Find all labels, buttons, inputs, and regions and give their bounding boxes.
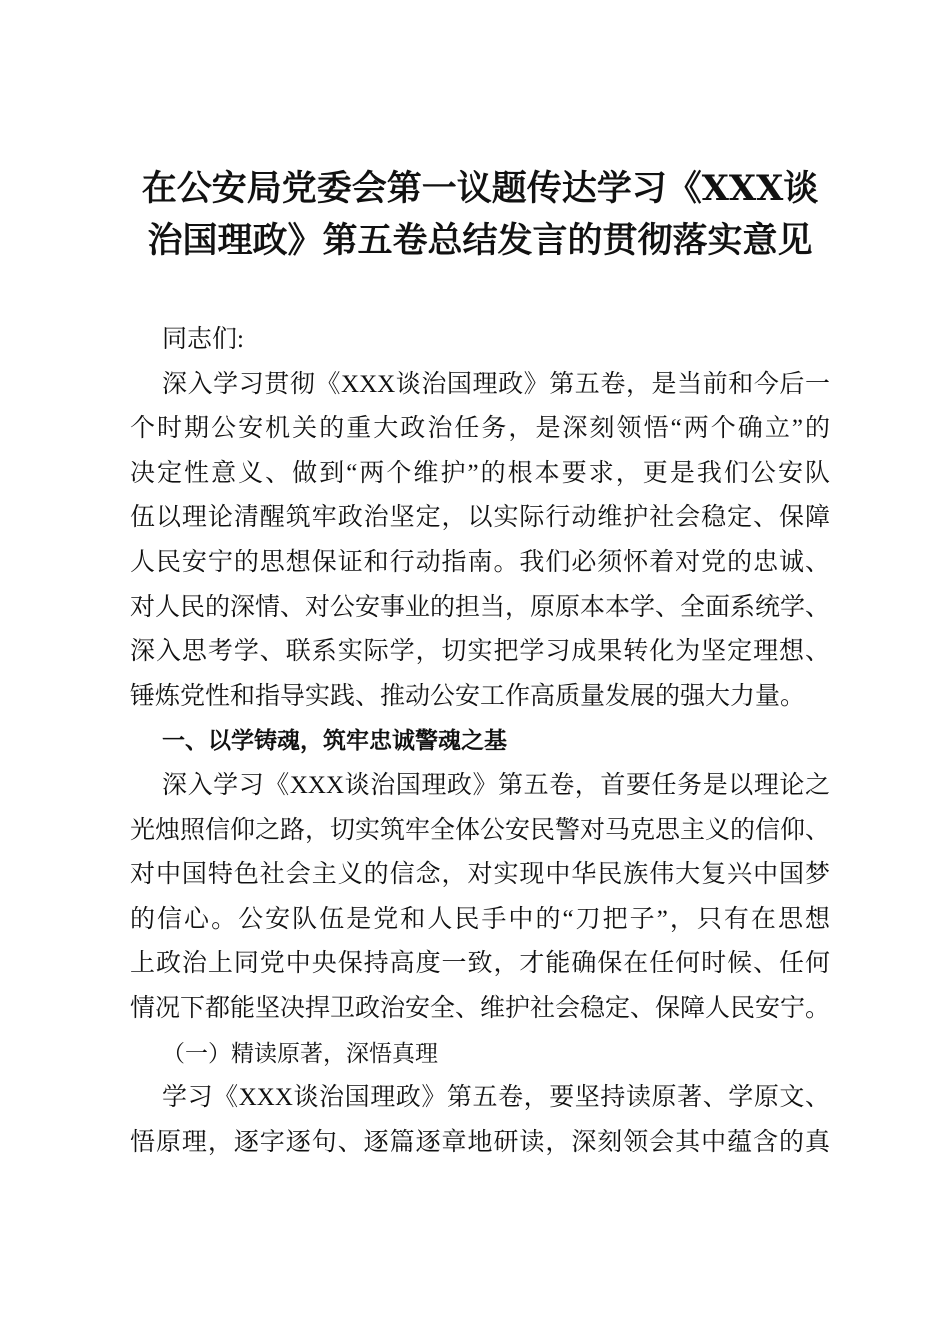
section-heading [130, 719, 830, 764]
text-line: 悟原理，逐字逐句、逐篇逐章地研读，深刻领会其中蕴含的真 [130, 1128, 830, 1156]
text-line: 光烛照信仰之路，切实筑牢全体公安民警对马克思主义的信仰、 [130, 816, 830, 844]
text-line: 学习《XXX谈治国理政》第五卷，要坚持读原著、学原文、 [162, 1084, 830, 1112]
text-line: 锤炼党性和指导实践、推动公安工作高质量发展的强大力量。 [130, 682, 806, 710]
paragraph [130, 318, 830, 363]
paragraph [130, 764, 830, 1032]
text-line: 深入思考学、联系实际学，切实把学习成果转化为坚定理想、 [130, 638, 830, 666]
text-line: 情况下都能坚决捍卫政治安全、维护社会稳定、保障人民安宁。 [130, 994, 830, 1022]
text-line: 对人民的深情、对公安事业的担当，原原本本学、全面系统学、 [130, 593, 830, 621]
text-line: 的信心。公安队伍是党和人民手中的“刀把子”，只有在思想 [130, 905, 830, 933]
text-line: （一）精读原著，深悟真理 [162, 1040, 438, 1067]
text-line: 深入学习《XXX谈治国理政》第五卷，首要任务是以理论之 [162, 771, 830, 799]
text-line: 一、以学铸魂，筑牢忠诚警魂之基 [162, 728, 507, 755]
paragraph [130, 1076, 830, 1165]
document-title [130, 163, 830, 267]
paragraph [130, 363, 830, 720]
document-body [130, 318, 830, 1165]
text-line: 决定性意义、做到“两个维护”的根本要求，更是我们公安队 [130, 459, 830, 487]
text-line: 同志们: [162, 326, 244, 353]
text-line: 对中国特色社会主义的信念，对实现中华民族伟大复兴中国梦 [130, 861, 830, 889]
text-line: 深入学习贯彻《XXX谈治国理政》第五卷，是当前和今后一 [162, 370, 830, 398]
subsection-heading [130, 1032, 830, 1077]
text-line: 人民安宁的思想保证和行动指南。我们必须怀着对党的忠诚、 [130, 548, 830, 576]
title-line: 治国理政》第五卷总结发言的贯彻落实意见 [147, 220, 813, 261]
text-line: 个时期公安机关的重大政治任务，是深刻领悟“两个确立”的 [130, 415, 830, 443]
text-line: 伍以理论清醒筑牢政治坚定，以实际行动维护社会稳定、保障 [130, 504, 830, 532]
text-line: 上政治上同党中央保持高度一致，才能确保在任何时候、任何 [130, 950, 830, 978]
title-line: 在公安局党委会第一议题传达学习《XXX谈 [141, 168, 819, 209]
